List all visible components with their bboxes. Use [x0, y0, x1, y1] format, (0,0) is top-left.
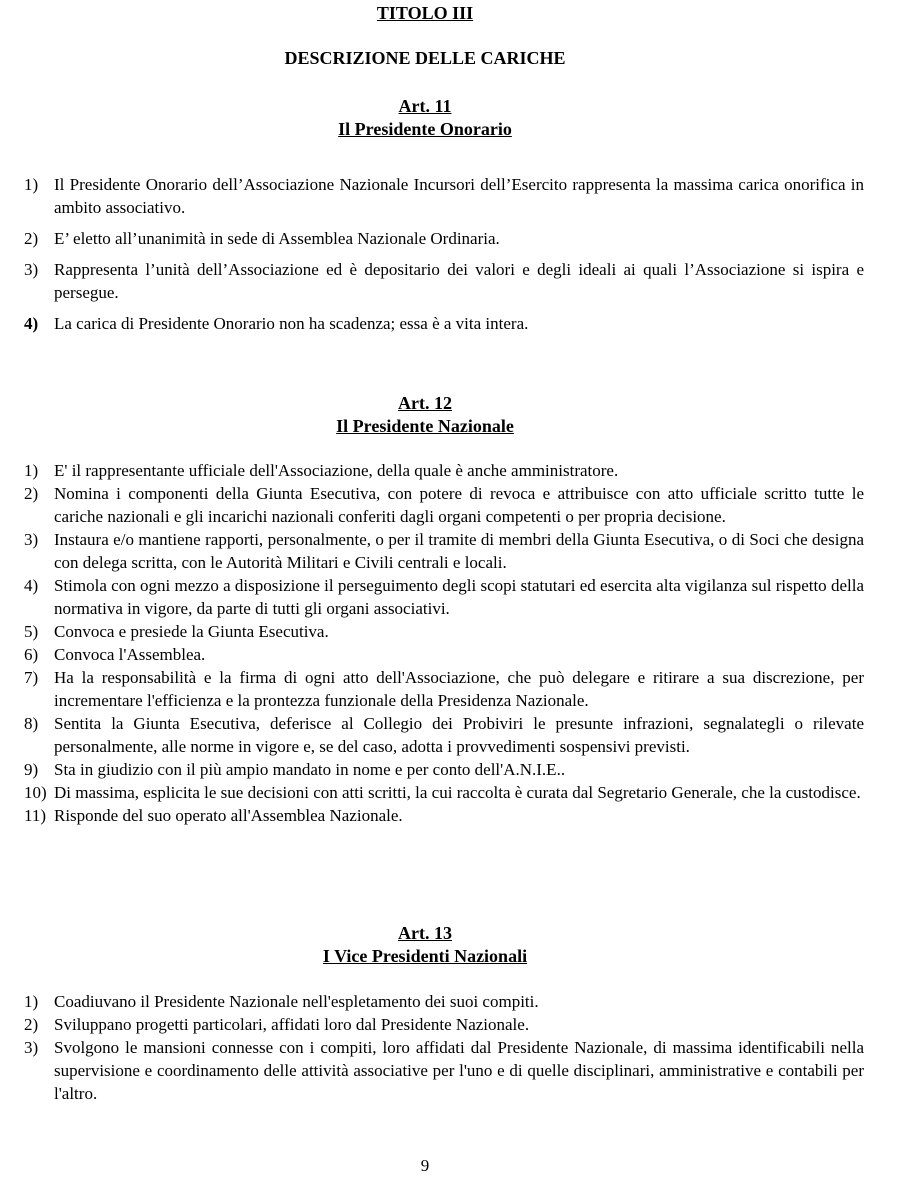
article-12-title: Il Presidente Nazionale — [336, 416, 514, 436]
item-text: Stimola con ogni mezzo a disposizione il perseguimento degli scopi statutari ed esercita alta vigilanza sul rispetto della normativa in vigore, da parte di tutti gli organi associativi. — [54, 576, 864, 618]
item-number: 3) — [24, 1038, 39, 1057]
item-text: Sta in giudizio con il più ampio mandato in nome e per conto dell'A.N.I.E.. — [54, 760, 566, 779]
item-text: E' il rappresentante ufficiale dell'Associazione, della quale è anche amministratore. — [54, 461, 619, 480]
item-text: Ha la responsabilità e la firma di ogni atto dell'Associazione, che può delegare e ritirare a sua discrezione, per incrementare l'efficienza e la prontezza funzionale della Presidenza Nazionale. — [54, 668, 864, 710]
item-number: 10) — [24, 783, 47, 802]
list-item — [24, 643, 864, 666]
page-number: 9 — [420, 1156, 430, 1175]
list-item — [24, 712, 864, 758]
item-number: 2) — [24, 1015, 39, 1034]
section-title: TITOLO III — [376, 3, 474, 23]
list-item — [24, 1036, 864, 1105]
list-item — [24, 990, 864, 1013]
item-text: La carica di Presidente Onorario non ha scadenza; essa è a vita intera. — [54, 314, 529, 333]
item-text: Di massima, esplicita le sue decisioni con atti scritti, la cui raccolta è curata dal Segretario Generale, che la custodisce. — [54, 783, 861, 802]
item-number: 3) — [24, 260, 39, 279]
article-12-heading: Art. 12 — [398, 393, 452, 413]
list-item — [24, 758, 864, 781]
item-number: 4) — [24, 314, 39, 333]
item-number: 2) — [24, 484, 39, 503]
list-item — [24, 574, 864, 620]
item-number: 3) — [24, 530, 39, 549]
item-text: Nomina i componenti della Giunta Esecutiva, con potere di revoca e attribuisce con atto ufficiale scritto tutte le cariche nazionali e gli incarichi nazionali conferiti dagli organi competenti o per propria decisione. — [54, 484, 864, 526]
item-text: Rappresenta l’unità dell’Associazione ed è depositario dei valori e degli ideali ai quali l’Associazione si ispira e persegue. — [54, 260, 864, 302]
list-item — [24, 459, 864, 482]
item-number: 1) — [24, 461, 39, 480]
item-text: Il Presidente Onorario dell’Associazione Nazionale Incursori dell’Esercito rappresenta la massima carica onorifica in ambito associativo. — [54, 175, 864, 217]
list-item — [24, 781, 864, 804]
list-item — [24, 482, 864, 528]
item-text: Convoca l'Assemblea. — [54, 645, 206, 664]
list-item — [24, 173, 864, 219]
item-text: Coadiuvano il Presidente Nazionale nell'espletamento dei suoi compiti. — [54, 992, 539, 1011]
list-item — [24, 258, 864, 304]
list-item — [24, 528, 864, 574]
item-text: Risponde del suo operato all'Assemblea Nazionale. — [54, 806, 403, 825]
item-text: Convoca e presiede la Giunta Esecutiva. — [54, 622, 329, 641]
article-11-title: Il Presidente Onorario — [338, 119, 512, 139]
list-item — [24, 312, 864, 335]
item-number: 1) — [24, 992, 39, 1011]
item-number: 1) — [24, 175, 39, 194]
article-12-list — [24, 459, 864, 827]
list-item — [24, 1013, 864, 1036]
item-number: 4) — [24, 576, 39, 595]
item-text: Sviluppano progetti particolari, affidati loro dal Presidente Nazionale. — [54, 1015, 530, 1034]
item-number: 9) — [24, 760, 39, 779]
article-11-list — [24, 173, 864, 335]
article-13-title: I Vice Presidenti Nazionali — [322, 946, 528, 966]
list-item — [24, 804, 864, 827]
article-13-list — [24, 990, 864, 1105]
item-text: E’ eletto all’unanimità in sede di Assemblea Nazionale Ordinaria. — [54, 229, 500, 248]
list-item — [24, 620, 864, 643]
item-number: 2) — [24, 229, 39, 248]
item-number: 6) — [24, 645, 39, 664]
list-item — [24, 666, 864, 712]
article-13-heading: Art. 13 — [398, 923, 452, 943]
item-text: Svolgono le mansioni connesse con i compiti, loro affidati dal Presidente Nazionale, di massima identificabili nella supervisione e coordinamento delle attività associative per l'uno e di quelle disciplinari, amministrative e contabili per l'altro. — [54, 1038, 864, 1103]
article-11-heading: Art. 11 — [398, 96, 452, 116]
item-text: Instaura e/o mantiene rapporti, personalmente, o per il tramite di membri della Giunta Esecutiva, o di Soci che designa con delega scritta, con le Autorità Militari e Civili centrali e locali. — [54, 530, 864, 572]
list-item — [24, 227, 864, 250]
item-number: 7) — [24, 668, 39, 687]
item-number: 5) — [24, 622, 39, 641]
item-number: 11) — [24, 806, 47, 825]
item-number: 8) — [24, 714, 39, 733]
item-text: Sentita la Giunta Esecutiva, deferisce al Collegio dei Probiviri le presunte infrazioni, segnalategli o rilevate personalmente, alle norme in vigore e, se del caso, adotta i provvedimenti sospensivi previsti. — [54, 714, 864, 756]
section-subtitle: DESCRIZIONE DELLE CARICHE — [284, 48, 566, 68]
